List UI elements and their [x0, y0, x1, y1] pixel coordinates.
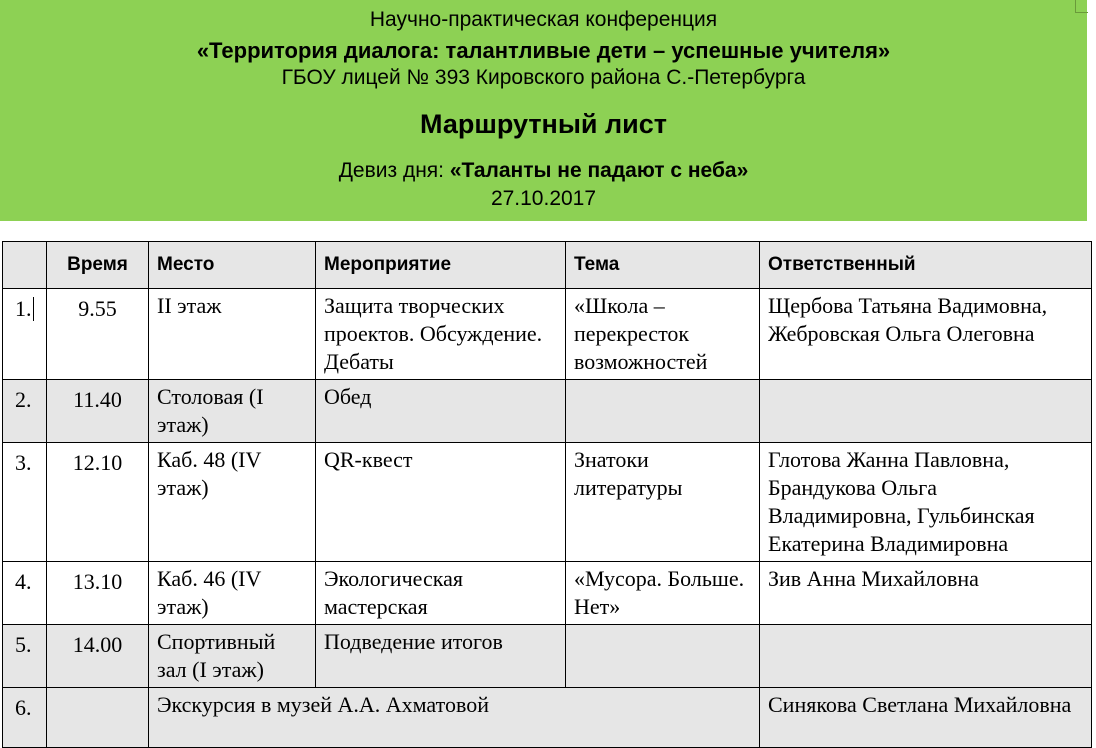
- row-place: II этаж: [149, 289, 316, 380]
- text-cursor: [33, 297, 34, 321]
- row-topic: «Школа – перекресток возможностей: [566, 289, 760, 380]
- document-title: Маршрутный лист: [420, 109, 667, 139]
- row-place: Столовая (I этаж): [149, 380, 316, 443]
- row-event: Защита творческих проектов. Обсуждение. Дебаты: [316, 289, 566, 380]
- column-header-topic: Тема: [566, 242, 760, 289]
- table-header-row: [3, 242, 1092, 289]
- row-event: Экологическая мастерская: [316, 562, 566, 625]
- row-topic: [566, 380, 760, 443]
- column-header-place: Место: [149, 242, 316, 289]
- table-row: [3, 625, 1092, 688]
- motto-text: «Таланты не падают с неба»: [449, 159, 749, 182]
- row-number: 5.: [3, 625, 47, 688]
- motto-label: Девиз дня:: [338, 159, 444, 182]
- row-topic: «Мусора. Больше. Нет»: [566, 562, 760, 625]
- table-row: [3, 289, 1092, 380]
- row-topic: Знатоки литературы: [566, 443, 760, 562]
- table-row: [3, 443, 1092, 562]
- column-header-time: Время: [47, 242, 149, 289]
- row-place: Каб. 46 (IV этаж): [149, 562, 316, 625]
- school-name: ГБОУ лицей № 393 Кировского района С.-Петербурга: [281, 66, 806, 89]
- row-excursion: Экскурсия в музей А.А. Ахматовой: [149, 688, 760, 748]
- table-row: [3, 562, 1092, 625]
- row-number: 2.: [3, 380, 47, 443]
- conference-name: «Территория диалога: талантливые дети – успешные учителя»: [196, 38, 891, 63]
- motto-line: [0, 159, 1087, 183]
- row-number: 3.: [3, 443, 47, 562]
- column-header-responsible: Ответственный: [760, 242, 1092, 289]
- row-time: 13.10: [47, 562, 149, 625]
- row-number: 6.: [3, 688, 47, 748]
- row-responsible: Глотова Жанна Павловна, Брандукова Ольга Владимировна, Гульбинская Екатерина Владимировна: [760, 443, 1092, 562]
- row-responsible: [760, 625, 1092, 688]
- conference-type: Научно-практическая конференция: [369, 8, 718, 31]
- row-event: Обед: [316, 380, 566, 443]
- row-place: Спортивный зал (I этаж): [149, 625, 316, 688]
- page-corner-mark: [1075, 0, 1088, 13]
- row-topic: [566, 625, 760, 688]
- event-date: 27.10.2017: [490, 187, 597, 210]
- row-event: QR-квест: [316, 443, 566, 562]
- row-event: Подведение итогов: [316, 625, 566, 688]
- row-time: 14.00: [47, 625, 149, 688]
- schedule-table: [2, 241, 1092, 748]
- row-number: 1.: [3, 289, 47, 380]
- row-time: 12.10: [47, 443, 149, 562]
- column-header-num: [3, 242, 47, 289]
- row-responsible: [760, 380, 1092, 443]
- row-time: 11.40: [47, 380, 149, 443]
- row-time: 9.55: [47, 289, 149, 380]
- row-responsible: Синякова Светлана Михайловна: [760, 688, 1092, 748]
- table-row: [3, 380, 1092, 443]
- row-time: [47, 688, 149, 748]
- row-number: 4.: [3, 562, 47, 625]
- row-responsible: Щербова Татьяна Вадимовна, Жебровская Ольга Олеговна: [760, 289, 1092, 380]
- row-responsible: Зив Анна Михайловна: [760, 562, 1092, 625]
- row-place: Каб. 48 (IV этаж): [149, 443, 316, 562]
- conference-header: [0, 0, 1087, 221]
- table-row: [3, 688, 1092, 748]
- column-header-event: Мероприятие: [316, 242, 566, 289]
